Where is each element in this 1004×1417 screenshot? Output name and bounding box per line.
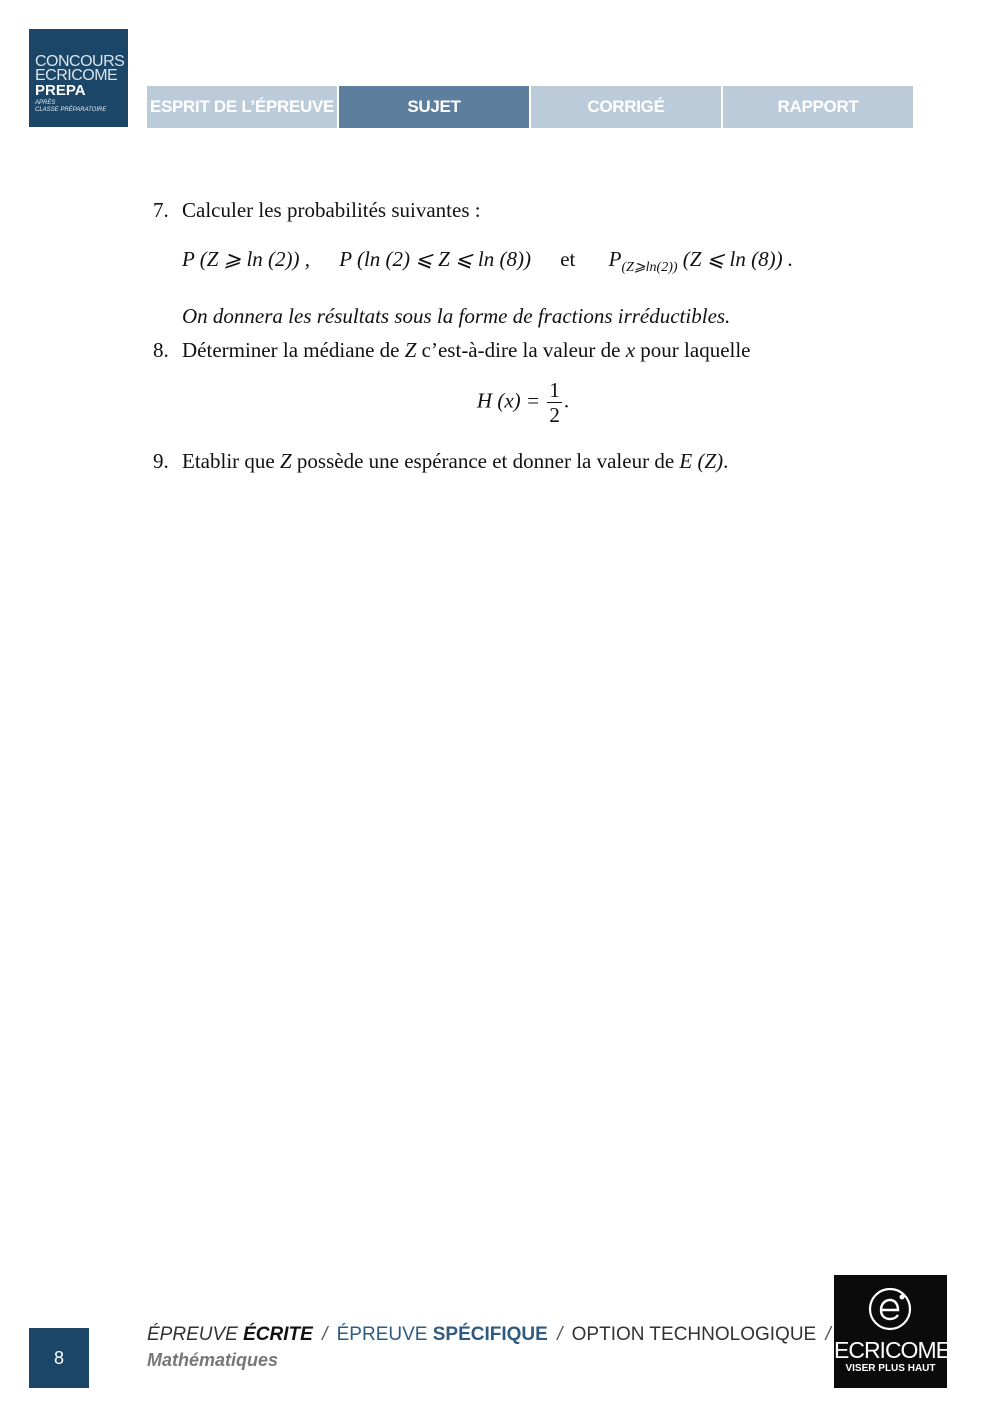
probability-3-rest: (Z ⩽ ln (8)) .: [682, 247, 794, 271]
probability-3-subscript: (Z⩾ln(2)): [621, 260, 678, 275]
brand-slogan: VISER PLUS HAUT: [845, 1363, 936, 1374]
footer-epreuve: ÉPREUVE: [147, 1324, 238, 1345]
question-text-part: c’est-à-dire la valeur de: [421, 338, 621, 362]
tab-corrige[interactable]: CORRIGÉ: [531, 86, 721, 128]
tab-rapport[interactable]: RAPPORT: [723, 86, 913, 128]
footer-epreuve-2: ÉPREUVE: [336, 1324, 428, 1345]
variable-z: Z: [279, 449, 292, 473]
footer-ecrite: ÉCRITE: [243, 1324, 313, 1345]
fraction-numerator: 1: [549, 378, 560, 402]
brand-name: ECRICOME: [834, 1337, 950, 1363]
question-text-part: Etablir que: [182, 449, 275, 473]
sentence-end: .: [723, 449, 729, 473]
footer-separator: /: [825, 1324, 831, 1345]
footer-subject: Mathématiques: [147, 1350, 279, 1370]
fraction-denominator: 2: [549, 403, 560, 427]
ecricome-brand-logo: [834, 1275, 950, 1388]
equation-lhs: H (x) =: [476, 388, 541, 413]
question-text-part: Déterminer la médiane de: [182, 338, 400, 362]
question-text-part: possède une espérance et donner la valeur de: [296, 449, 675, 473]
footer-option: OPTION TECHNOLOGIQUE: [571, 1324, 817, 1345]
probabilities-equation: [153, 245, 893, 282]
tab-esprit[interactable]: ESPRIT DE L’ÉPREUVE: [147, 86, 337, 128]
question-number: 8.: [153, 338, 169, 362]
question-text-part: pour laquelle: [640, 338, 751, 362]
equation-period: .: [563, 388, 570, 413]
fraction-one-half: [547, 378, 562, 427]
question-9: [153, 447, 893, 475]
footer-exam-line: [147, 1322, 835, 1348]
footer-separator: /: [322, 1324, 328, 1345]
expectation-expression: E (Z): [679, 449, 724, 473]
variable-z: Z: [404, 338, 417, 362]
logo-line-prepa: PREPA: [35, 82, 86, 99]
logo-sub-classe: CLASSE PRÉPARATOIRE: [35, 107, 107, 113]
footer-specifique: SPÉCIFIQUE: [432, 1324, 548, 1345]
ecricome-e-icon: [868, 1287, 912, 1331]
exercise-content: [153, 196, 893, 475]
logo-line-ecricome: ECRICOME: [35, 67, 118, 84]
concours-logo: [29, 29, 128, 127]
probability-2: P (ln (2) ⩽ Z ⩽ ln (8)): [339, 247, 531, 271]
logo-sub-apres: APRÈS: [35, 100, 56, 106]
question-text: Calculer les probabilités suivantes :: [182, 198, 481, 222]
section-tabs: [147, 86, 915, 128]
footer-exam-info: [147, 1322, 835, 1372]
footer-separator: /: [557, 1324, 563, 1345]
median-equation: [153, 378, 893, 427]
probability-3-main: P: [608, 247, 622, 271]
page-number: 8: [29, 1328, 89, 1388]
probability-3: [609, 245, 793, 282]
question-number: 7.: [153, 198, 169, 222]
logo-line-concours: CONCOURS: [35, 53, 125, 70]
question-8: [153, 336, 893, 364]
variable-x: x: [625, 338, 636, 362]
question-7: [153, 196, 893, 224]
conjunction-et: et: [560, 247, 576, 271]
question-7-note: On donnera les résultats sous la forme de fractions irréductibles.: [182, 304, 731, 328]
probability-1: P (Z ⩾ ln (2)) ,: [182, 247, 311, 271]
tab-sujet[interactable]: SUJET: [339, 86, 529, 128]
question-number: 9.: [153, 449, 169, 473]
